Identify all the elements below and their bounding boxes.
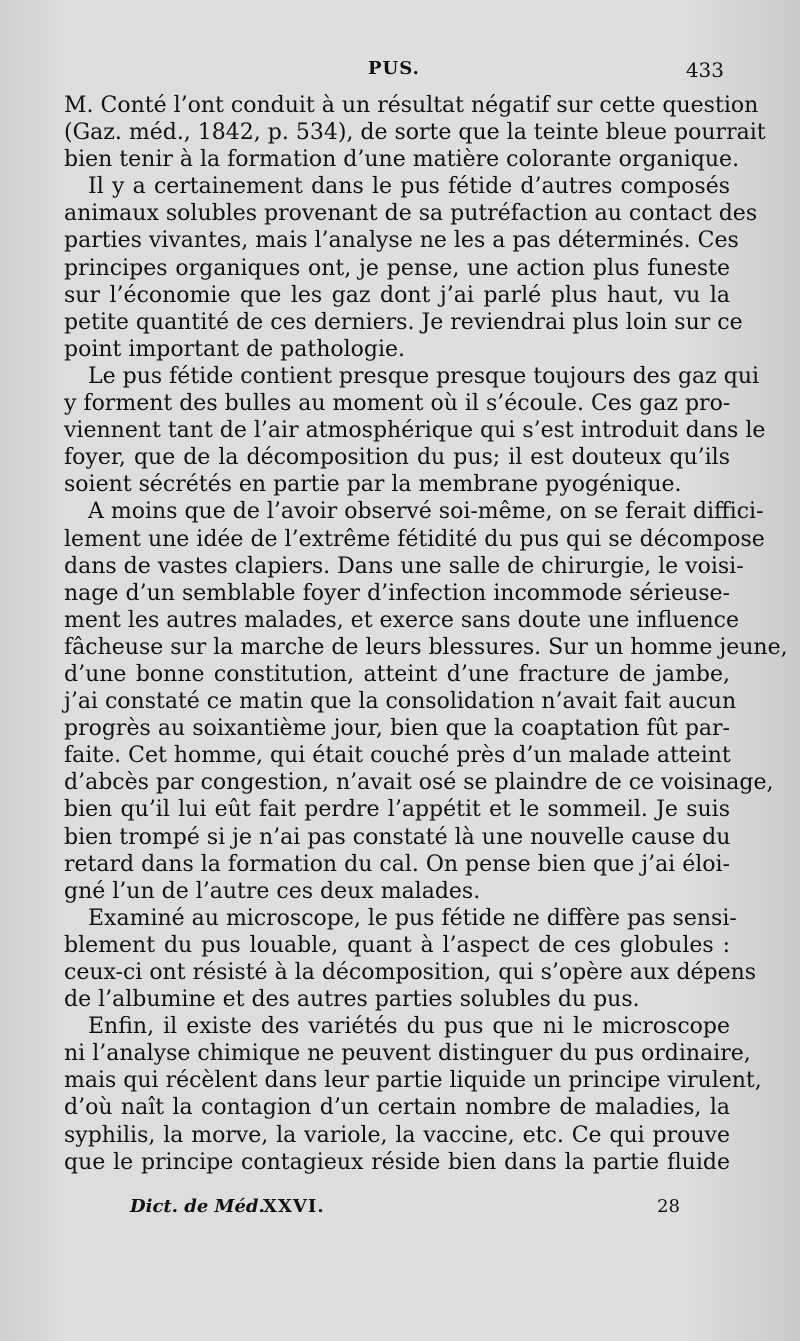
text-line: de l’albumine et des autres parties solubles du pus.	[64, 987, 640, 1013]
text-line: d’où naît la contagion d’un certain nombre de maladies, la	[64, 1095, 730, 1121]
text-line: mais qui récèlent dans leur partie liquide un principe virulent,	[64, 1068, 762, 1094]
signature-mark: Dict. de Méd.	[130, 1196, 265, 1217]
text-line: syphilis, la morve, la variole, la vaccine, etc. Ce qui prouve	[64, 1122, 730, 1148]
text-line: retard dans la formation du cal. On pense bien que j’ai éloi-	[64, 851, 730, 877]
text-line: d’une bonne constitution, atteint d’une fracture de jambe,	[64, 661, 730, 687]
text-line: animaux solubles provenant de sa putréfaction au contact des	[64, 201, 758, 227]
text-line: ment les autres malades, et exerce sans doute une influence	[64, 607, 739, 633]
text-line: foyer, que de la décomposition du pus; il est douteux qu’ils	[64, 445, 730, 471]
volume-number: XXVI.	[263, 1196, 325, 1217]
text-line: j’ai constaté ce matin que la consolidation n’avait fait aucun	[64, 689, 737, 715]
text-line: y forment des bulles au moment où il s’écoule. Ces gaz pro-	[64, 391, 731, 417]
text-line: M. Conté l’ont conduit à un résultat négatif sur cette question	[64, 93, 759, 118]
body-text	[64, 92, 788, 1176]
sheet-number: 28	[657, 1196, 680, 1217]
text-line: dans de vastes clapiers. Dans une salle de chirurgie, le voisi-	[64, 553, 744, 579]
text-line: principes organiques ont, je pense, une action plus funeste	[64, 255, 730, 281]
text-line: soient sécrétés en partie par la membrane pyogénique.	[64, 472, 682, 498]
text-line: Examiné au microscope, le pus fétide ne diffère pas sensi-	[88, 905, 737, 931]
text-line: (Gaz. méd., 1842, p. 534), de sorte que la teinte bleue pourrait	[64, 120, 766, 146]
text-line: progrès au soixantième jour, bien que la coaptation fût par-	[64, 716, 730, 742]
running-title: PUS.	[368, 58, 420, 79]
text-line: sur l’économie que les gaz dont j’ai parlé plus haut, vu la	[64, 282, 730, 308]
text-line: bien trompé si je n’ai pas constaté là une nouvelle cause du	[64, 824, 731, 850]
page-footer	[130, 1196, 680, 1224]
text-line: faite. Cet homme, qui était couché près d’un malade atteint	[64, 743, 731, 769]
text-line: bien qu’il lui eût fait perdre l’appétit et le sommeil. Je suis	[64, 797, 730, 823]
text-line: point important de pathologie.	[64, 336, 406, 362]
text-line: gné l’un de l’autre ces deux malades.	[64, 878, 481, 904]
text-line: Le pus fétide contient presque presque toujours des gaz qui	[88, 363, 760, 389]
page-number: 433	[685, 58, 724, 82]
text-line: Il y a certainement dans le pus fétide d’autres composés	[88, 174, 730, 200]
text-line: Enfin, il existe des variétés du pus que ni le microscope	[88, 1014, 730, 1040]
text-line: ceux-ci ont résisté à la décomposition, qui s’opère aux dépens	[64, 960, 757, 985]
text-line: fâcheuse sur la marche de leurs blessures. Sur un homme jeune,	[64, 634, 788, 660]
text-line: petite quantité de ces derniers. Je reviendrai plus loin sur ce	[64, 309, 743, 335]
text-line: viennent tant de l’air atmosphérique qui s’est introduit dans le	[64, 418, 766, 444]
text-line: blement du pus louable, quant à l’aspect de ces globules :	[64, 932, 730, 958]
text-line: lement une idée de l’extrême fétidité du pus qui se décompose	[64, 526, 765, 552]
text-line: A moins que de l’avoir observé soi-même, on se ferait diffici-	[88, 499, 764, 525]
text-line: parties vivantes, mais l’analyse ne les a pas déterminés. Ces	[64, 228, 739, 254]
text-line: que le principe contagieux réside bien dans la partie fluide	[64, 1149, 730, 1175]
text-line: d’abcès par congestion, n’avait osé se plaindre de ce voisinage,	[64, 770, 774, 796]
text-line: nage d’un semblable foyer d’infection incommode sérieuse-	[64, 580, 730, 606]
text-line: bien tenir à la formation d’une matière colorante organique.	[64, 147, 740, 173]
text-line: ni l’analyse chimique ne peuvent distinguer du pus ordinaire,	[64, 1041, 751, 1067]
page-header	[68, 56, 724, 88]
